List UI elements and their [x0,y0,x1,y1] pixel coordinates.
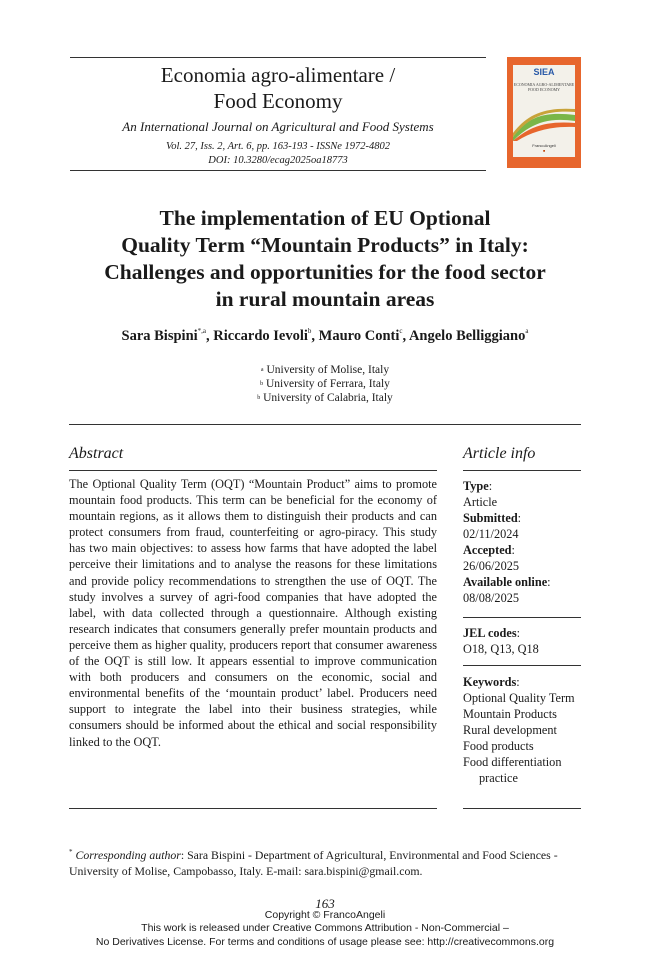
section-top-rule [69,424,581,425]
accepted-label: Accepted [463,543,512,557]
author-name: Mauro Conti [318,328,400,344]
author-name: Angelo Belliggiano [408,328,526,344]
online-label: Available online [463,575,548,589]
footnote-mark: * [69,848,73,856]
author-name: Riccardo Ievoli [213,328,308,344]
paper-title [60,205,590,313]
info-heading-rule [463,470,581,471]
copyright: Copyright © FrancoAngeli [264,909,386,921]
affiliation-text: University of Molise, Italy [266,364,390,376]
affiliation-mark: b [257,395,261,401]
journal-title-line2: Food Economy [213,89,343,113]
info-divider [463,617,581,618]
cover-text: ECONOMIA AGRO-ALIMENTARE FOOD ECONOMY [513,82,575,92]
abstract-heading: Abstract [69,445,124,462]
header-bottom-rule [70,170,486,171]
license-line: No Derivatives License. For terms and conditions of usage please see: http://creativecommons.org [95,936,555,948]
abstract-heading-rule [69,470,437,471]
online-value: 08/08/2025 [463,591,520,605]
author-mark: b [307,327,312,335]
affiliation-text: University of Ferrara, Italy [265,378,390,390]
cover-logo: SIEA [533,67,555,77]
author-name: Sara Bispini [121,328,198,344]
abstract-bottom-rule [69,808,437,809]
type-label: Type [463,479,489,493]
cover-logo-mark: ■ [542,149,546,153]
abstract-text: The Optional Quality Term (OQT) “Mountain Product” aims to promote mountain food products. This term can be beneficial for the economy of mountain regions, as it allows them to distinguish their products and can protect consumers from fraud, counterfeiting or agro-piracy. This study has two main objectives: to assess how farms that have adopted the label perceive their limitations and to analyse the reasons for these limitations and provide policy recommendations to strengthen the use of OQT. The study involves a survey of agri-food companies that have adopted the label, with data collected through a questionnaire. Although existing research indicates that consumers generally prefer mountain products and perceive them as higher quality, producers report that consumer awareness of the OQT is still low. It appears essential to improve communication with both producers and consumers on the economic, social and environmental benefits of the ‘mountain product’ label. Producers need support to integrate the label into their business strategies, while consumers should be informed about the ethical and social responsibility linked to the OQT. [69,477,437,749]
affiliation [120,391,530,405]
cover-wave-graphic [513,107,575,141]
author-list: Sara Bispini$^{*,a}$, Riccardo Ievoli$^b$, Mauro Conti$^c$, Angelo Belliggiano$^a$ [121,327,529,344]
keywords: Keywords: Optional Quality Term Mountain Products Rural development Food products Food differentiation practice [463,674,581,786]
article-info-heading: Article info [463,445,536,462]
jel-value: O18, Q13, Q18 [463,642,539,656]
affiliation-mark: b [260,381,264,387]
page-number: 163 [315,896,335,911]
journal-volume: Vol. 27, Iss. 2, Art. 6, pp. 163-193 - ISSNe 1972-4802 [165,141,391,152]
cover-publisher: FrancoAngeli [532,143,556,148]
title-line: Quality Term “Mountain Products” in Italy: [121,233,529,257]
type-value: Article [463,495,498,509]
affiliation-text: University of Calabria, Italy [263,392,393,404]
corresponding-author-footnote [69,844,581,879]
keyword: Mountain Products [463,707,557,721]
title-line: in rural mountain areas [215,287,435,311]
affiliation-mark: a [260,367,264,373]
article-info-dates: Type: Article Submitted: 02/11/2024 Accepted: 26/06/2025 Available online: 08/08/2025 [463,478,581,606]
author-mark: *,a [197,327,207,335]
journal-subtitle: An International Journal on Agricultural and Food Systems [122,119,434,134]
footnote-text: : Sara Bispini - Department of Agricultural, Environmental and Food Sciences - University of Molise, Campobasso, Italy. E-mail: sara.bispini@gmail.com. [69,847,558,878]
submitted-label: Submitted [463,511,518,525]
jel-codes: JEL codes: O18, Q13, Q18 [463,625,581,657]
keywords-label: Keywords [463,675,517,689]
keyword: Optional Quality Term [463,691,575,705]
title-line: The implementation of EU Optional [159,206,491,230]
affiliation [120,377,530,391]
title-line: Challenges and opportunities for the food sector [104,260,546,284]
submitted-value: 02/11/2024 [463,527,519,541]
license-line: This work is released under Creative Commons Attribution - Non-Commercial – [141,922,509,934]
author-mark: a [525,327,529,335]
header-top-rule [70,57,486,58]
author-mark: c [399,327,403,335]
journal-doi: DOI: 10.3280/ecag2025oa18773 [208,155,348,166]
jel-label: JEL codes [463,626,517,640]
accepted-value: 26/06/2025 [463,559,520,573]
journal-title-line1: Economia agro-alimentare / [160,63,396,87]
keyword: Food differentiation practice [463,755,562,785]
keyword: Food products [463,739,534,753]
journal-cover-image [507,57,581,168]
footnote-label: Corresponding author [75,847,181,862]
info-bottom-rule [463,808,581,809]
keyword: Rural development [463,723,557,737]
affiliation [120,363,530,377]
info-divider [463,665,581,666]
